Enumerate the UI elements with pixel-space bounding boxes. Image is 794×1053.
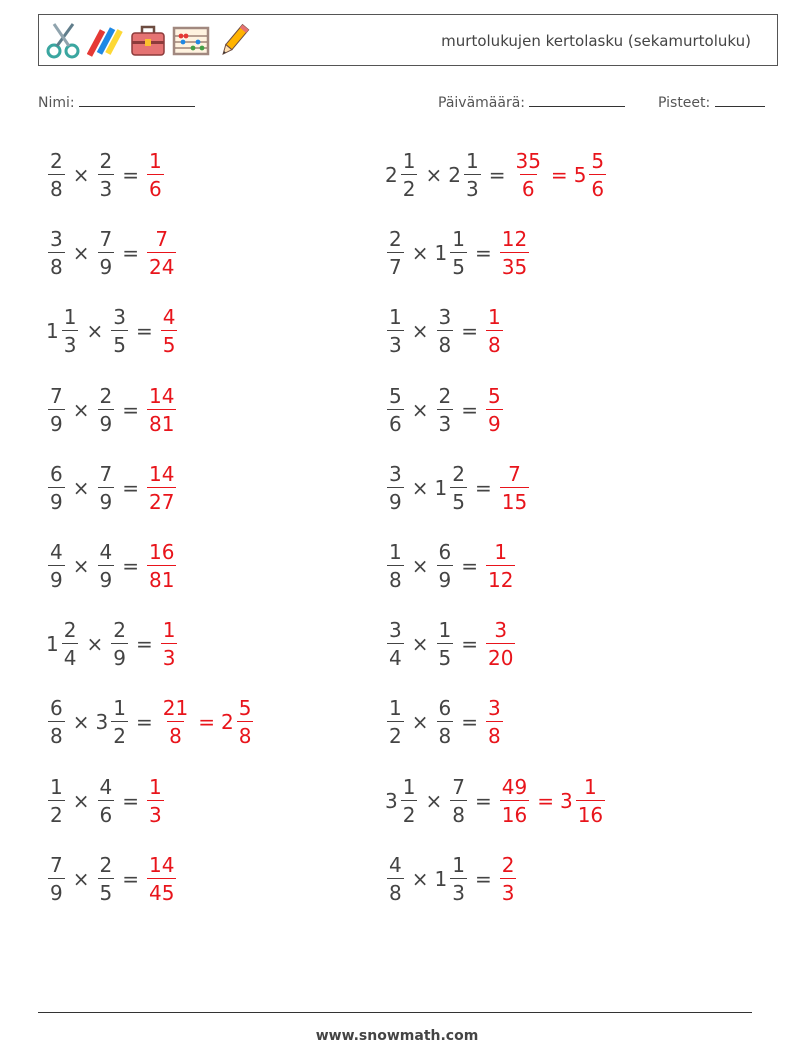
times-sign: × — [72, 241, 90, 266]
factor-a-numerator: 2 — [63, 618, 77, 643]
mixed-answer-whole: 3 — [559, 788, 573, 813]
times-sign: × — [411, 866, 429, 891]
answer — [145, 542, 178, 590]
factor-b-denominator: 9 — [98, 487, 115, 512]
factor-a-numerator: 6 — [50, 696, 63, 721]
equals-sign: = — [474, 788, 492, 813]
factor-b-denominator: 5 — [450, 252, 467, 277]
answer-fraction — [147, 852, 176, 905]
answer — [145, 852, 178, 905]
factor-a-numerator: 3 — [389, 618, 402, 643]
answer-denominator: 35 — [500, 252, 529, 277]
factor-a-denominator: 9 — [48, 878, 65, 903]
answer-numerator: 14 — [149, 383, 175, 408]
factor-b-numerator: 2 — [99, 383, 113, 408]
answer-denominator: 3 — [161, 643, 178, 668]
factor-a-fraction — [387, 227, 404, 280]
factor-a-fraction — [387, 542, 404, 590]
factor-b-fraction — [450, 461, 467, 514]
factor-b-numerator: 1 — [113, 696, 126, 721]
footer-divider — [38, 1012, 752, 1013]
factor-b-numerator: 6 — [438, 540, 452, 564]
factor-b-numerator: 1 — [452, 227, 465, 252]
problem-item — [385, 375, 505, 445]
answer-fraction — [500, 461, 529, 514]
factor-a-numerator: 2 — [50, 149, 63, 173]
answer-fraction — [161, 618, 178, 671]
factor-b-whole: 1 — [434, 866, 448, 891]
mixed-answer-denominator: 6 — [589, 174, 606, 199]
factor-b-fraction — [437, 305, 454, 358]
times-sign: × — [72, 554, 90, 578]
mixed-answer-fraction — [237, 696, 254, 749]
answer-numerator: 2 — [501, 852, 515, 877]
times-sign: × — [425, 163, 443, 187]
equals-sign: = — [198, 710, 215, 735]
factor-b-fraction — [437, 618, 454, 671]
factor-b-denominator: 5 — [437, 643, 454, 668]
factor-a-denominator: 4 — [387, 643, 404, 668]
factor-a-fraction — [401, 151, 418, 199]
factor-a-numerator: 1 — [389, 305, 402, 330]
answer-denominator: 5 — [161, 330, 178, 355]
factor-a-whole: 3 — [385, 788, 398, 813]
name-label: Nimi: — [38, 95, 75, 111]
factor-a-fraction — [48, 227, 65, 280]
times-sign: × — [86, 319, 104, 344]
answer-denominator: 8 — [486, 721, 503, 746]
factor-a-fraction — [62, 305, 79, 358]
worksheet-title: murtolukujen kertolasku (sekamurtoluku) — [441, 32, 751, 50]
answer-denominator: 45 — [147, 878, 176, 903]
factor-b-numerator: 1 — [465, 149, 479, 173]
answer-denominator: 3 — [147, 800, 164, 825]
answer-fraction — [500, 227, 529, 280]
factor-b-numerator: 7 — [99, 227, 113, 252]
problem-item — [385, 609, 517, 679]
factor-b-whole: 1 — [434, 241, 448, 266]
answer-numerator: 16 — [149, 540, 175, 564]
factor-a-denominator: 9 — [48, 487, 65, 512]
factor-b-fraction — [111, 618, 128, 671]
answer — [145, 151, 166, 199]
factor-a-fraction — [48, 461, 65, 514]
factor-b-denominator: 3 — [450, 878, 467, 903]
problem-item — [385, 296, 505, 366]
factor-b-fraction — [450, 774, 467, 827]
equals-sign: = — [488, 163, 506, 187]
answer — [159, 305, 180, 358]
problem-item — [385, 453, 531, 523]
times-sign: × — [86, 632, 104, 657]
factor-a-denominator: 8 — [387, 878, 404, 903]
factor-b-denominator: 8 — [450, 800, 467, 825]
factor-b-fraction — [98, 461, 115, 514]
factor-a-denominator: 9 — [48, 565, 65, 590]
factor-b-numerator: 7 — [452, 774, 465, 799]
factor-a-fraction — [401, 774, 418, 827]
mixed-answer-whole: 5 — [573, 163, 587, 187]
answer-fraction — [486, 383, 503, 436]
times-sign: × — [411, 475, 429, 500]
answer-numerator: 49 — [501, 774, 528, 799]
factor-b-fraction — [464, 151, 481, 199]
factor-b-fraction — [437, 696, 454, 749]
factor-a-whole: 1 — [46, 632, 59, 657]
problem-item — [385, 531, 517, 601]
factor-a-fraction — [48, 151, 65, 199]
answer-fraction — [513, 151, 542, 199]
problem-item — [46, 531, 178, 601]
problem-item — [46, 609, 179, 679]
answer — [159, 696, 256, 749]
factor-a-numerator: 1 — [402, 774, 416, 799]
factor-b-denominator: 5 — [98, 878, 115, 903]
factor-a-numerator: 1 — [50, 774, 63, 799]
factor-b-denominator: 9 — [111, 643, 128, 668]
factor-b-numerator: 7 — [99, 461, 113, 486]
factor-b-fraction — [98, 542, 115, 590]
problem-item — [46, 844, 178, 914]
factor-a-denominator: 9 — [387, 487, 404, 512]
answer-numerator: 1 — [149, 774, 162, 799]
answer-denominator: 12 — [486, 565, 515, 590]
factor-b-fraction — [450, 227, 467, 280]
answer-numerator: 7 — [155, 227, 169, 252]
factor-a-fraction — [48, 852, 65, 905]
mixed-answer-numerator: 5 — [591, 149, 605, 173]
factor-a-denominator: 2 — [401, 174, 418, 199]
equals-sign: = — [135, 632, 153, 657]
equals-sign: = — [122, 866, 139, 891]
factor-b-denominator: 5 — [111, 330, 128, 355]
equals-sign: = — [135, 710, 153, 735]
factor-b-denominator: 2 — [111, 721, 128, 746]
answer-fraction — [147, 383, 176, 436]
factor-b-denominator: 8 — [437, 330, 454, 355]
problem-item — [385, 140, 608, 210]
factor-b-numerator: 2 — [99, 852, 113, 877]
equals-sign: = — [122, 241, 139, 266]
equals-sign: = — [122, 163, 139, 187]
answer — [484, 696, 505, 749]
equals-sign: = — [461, 632, 478, 657]
answer-fraction — [500, 774, 529, 827]
factor-a-numerator: 1 — [389, 696, 402, 721]
answer-fraction — [147, 542, 176, 590]
factor-a-numerator: 7 — [50, 383, 63, 408]
factor-a-numerator: 3 — [389, 461, 402, 486]
equals-sign: = — [474, 241, 492, 266]
times-sign: × — [425, 788, 443, 813]
factor-b-denominator: 5 — [450, 487, 467, 512]
times-sign: × — [72, 788, 90, 813]
answer-fraction — [486, 542, 515, 590]
factor-b-fraction — [111, 305, 128, 358]
factor-a-fraction — [387, 383, 404, 436]
answer — [498, 227, 531, 280]
factor-b-numerator: 1 — [452, 852, 465, 877]
answer — [484, 618, 517, 671]
factor-b-fraction — [98, 383, 115, 436]
answer-fraction — [486, 618, 515, 671]
times-sign: × — [72, 163, 90, 187]
factor-a-denominator: 2 — [401, 800, 418, 825]
answer-denominator: 81 — [147, 409, 176, 434]
equals-sign: = — [461, 319, 478, 344]
answer — [498, 774, 607, 827]
factor-a-numerator: 1 — [63, 305, 77, 330]
factor-a-denominator: 2 — [387, 721, 404, 746]
answer — [511, 151, 608, 199]
factor-b-fraction — [98, 151, 115, 199]
factor-b-whole: 2 — [448, 163, 461, 187]
factor-b-whole: 3 — [95, 710, 109, 735]
problem-item — [46, 687, 255, 757]
factor-b-numerator: 3 — [113, 305, 126, 330]
factor-b-fraction — [111, 696, 128, 749]
factor-b-denominator: 3 — [464, 174, 481, 199]
times-sign: × — [72, 397, 90, 422]
problem-item — [385, 687, 505, 757]
times-sign: × — [411, 710, 429, 735]
factor-b-numerator: 4 — [99, 774, 113, 799]
equals-sign: = — [461, 554, 478, 578]
factor-a-numerator: 2 — [389, 227, 402, 252]
factor-b-fraction — [437, 383, 454, 436]
answer-numerator: 1 — [494, 540, 508, 564]
problem-item — [46, 140, 166, 210]
factor-b-fraction — [450, 852, 467, 905]
factor-b-denominator: 9 — [98, 252, 115, 277]
answer-denominator: 20 — [486, 643, 515, 668]
answer-numerator: 35 — [515, 149, 541, 173]
factor-b-denominator: 9 — [98, 565, 115, 590]
times-sign: × — [411, 397, 429, 422]
date-label: Päivämäärä: — [438, 95, 525, 111]
answer-numerator: 21 — [162, 696, 189, 721]
equals-sign: = — [122, 475, 139, 500]
factor-b-numerator: 1 — [438, 618, 452, 643]
factor-a-fraction — [48, 542, 65, 590]
equals-sign: = — [122, 554, 139, 578]
factor-a-numerator: 4 — [389, 852, 402, 877]
equals-sign: = — [135, 319, 153, 344]
factor-a-denominator: 3 — [387, 330, 404, 355]
times-sign: × — [72, 866, 90, 891]
factor-a-whole: 1 — [46, 319, 59, 344]
factor-a-fraction — [387, 305, 404, 358]
factor-a-numerator: 7 — [50, 852, 63, 877]
answer — [498, 852, 519, 905]
answer-numerator: 5 — [488, 383, 501, 408]
answer-denominator: 16 — [500, 800, 529, 825]
answer-denominator: 6 — [520, 174, 537, 199]
answer-denominator: 3 — [500, 878, 517, 903]
answer-fraction — [486, 305, 503, 358]
problem-item — [46, 766, 166, 836]
answer-fraction — [147, 151, 164, 199]
factor-b-fraction — [98, 227, 115, 280]
equals-sign: = — [474, 475, 492, 500]
factor-b-denominator: 3 — [98, 174, 115, 199]
factor-a-denominator: 8 — [387, 565, 404, 590]
factor-a-denominator: 8 — [48, 721, 65, 746]
factor-a-fraction — [387, 461, 404, 514]
mixed-answer-fraction — [576, 774, 605, 827]
factor-b-numerator: 3 — [438, 305, 452, 330]
factor-a-denominator: 4 — [62, 643, 79, 668]
mixed-answer-numerator: 1 — [584, 774, 597, 799]
factor-b-numerator: 2 — [113, 618, 126, 643]
factor-a-numerator: 1 — [402, 149, 416, 173]
answer-denominator: 9 — [486, 409, 503, 434]
factor-a-denominator: 8 — [48, 174, 65, 199]
factor-b-denominator: 3 — [437, 409, 454, 434]
answer-numerator: 4 — [162, 305, 176, 330]
factor-b-denominator: 9 — [437, 565, 454, 590]
answer — [145, 461, 178, 514]
equals-sign: = — [122, 788, 139, 813]
problem-item — [46, 218, 178, 288]
problem-item — [385, 766, 607, 836]
factor-a-fraction — [387, 696, 404, 749]
answer — [498, 461, 531, 514]
answer-denominator: 24 — [147, 252, 176, 277]
factor-a-numerator: 5 — [389, 383, 402, 408]
equals-sign: = — [537, 788, 554, 813]
mixed-answer-denominator: 16 — [576, 800, 605, 825]
factor-b-fraction — [437, 542, 454, 590]
times-sign: × — [72, 710, 90, 735]
factor-b-denominator: 6 — [98, 800, 115, 825]
equals-sign: = — [550, 163, 568, 187]
factor-b-numerator: 2 — [99, 149, 113, 173]
answer-fraction — [147, 774, 164, 827]
mixed-answer-numerator: 5 — [238, 696, 252, 721]
answer-fraction — [500, 852, 517, 905]
equals-sign: = — [461, 710, 478, 735]
answer-numerator: 1 — [488, 305, 501, 330]
factor-a-numerator: 3 — [50, 227, 63, 252]
factor-b-denominator: 9 — [98, 409, 115, 434]
answer-numerator: 3 — [494, 618, 508, 643]
answer — [145, 774, 166, 827]
answer-fraction — [161, 696, 190, 749]
factor-a-fraction — [48, 383, 65, 436]
problem-item — [46, 296, 179, 366]
factor-a-fraction — [62, 618, 79, 671]
answer-numerator: 14 — [149, 852, 175, 877]
mixed-answer-whole: 2 — [220, 710, 234, 735]
equals-sign: = — [461, 397, 478, 422]
factor-a-denominator: 7 — [387, 252, 404, 277]
factor-a-denominator: 2 — [48, 800, 65, 825]
answer — [145, 227, 178, 280]
answer-denominator: 8 — [486, 330, 503, 355]
factor-a-numerator: 4 — [50, 540, 63, 564]
answer-fraction — [147, 461, 176, 514]
answer-numerator: 1 — [149, 149, 162, 173]
answer-numerator: 7 — [508, 461, 521, 486]
problem-item — [385, 844, 518, 914]
answer — [159, 618, 180, 671]
factor-a-fraction — [387, 618, 404, 671]
answer-fraction — [486, 696, 503, 749]
answer-fraction — [161, 305, 178, 358]
answer-numerator: 3 — [488, 696, 501, 721]
answer-denominator: 81 — [147, 565, 176, 590]
factor-a-fraction — [387, 852, 404, 905]
answer-denominator: 6 — [147, 174, 164, 199]
answer — [484, 383, 505, 436]
mixed-answer-fraction — [589, 151, 606, 199]
factor-b-numerator: 2 — [452, 461, 465, 486]
factor-a-fraction — [48, 774, 65, 827]
answer-denominator: 8 — [167, 721, 184, 746]
factor-b-fraction — [98, 774, 115, 827]
problem-item — [385, 218, 531, 288]
factor-a-denominator: 3 — [62, 330, 79, 355]
factor-b-numerator: 4 — [99, 540, 113, 564]
score-label: Pisteet: — [658, 95, 711, 111]
answer-fraction — [147, 227, 176, 280]
problem-item — [46, 453, 178, 523]
factor-b-denominator: 8 — [437, 721, 454, 746]
equals-sign: = — [474, 866, 492, 891]
times-sign: × — [411, 241, 429, 266]
problem-item — [46, 375, 178, 445]
factor-a-denominator: 9 — [48, 409, 65, 434]
factor-b-numerator: 2 — [438, 383, 452, 408]
factor-a-numerator: 6 — [50, 461, 63, 486]
factor-a-numerator: 1 — [389, 540, 402, 564]
answer-numerator: 14 — [149, 461, 175, 486]
answer — [484, 305, 505, 358]
times-sign: × — [411, 632, 429, 657]
times-sign: × — [411, 554, 429, 578]
answer — [484, 542, 517, 590]
factor-a-fraction — [48, 696, 65, 749]
factor-a-denominator: 8 — [48, 252, 65, 277]
equals-sign: = — [122, 397, 139, 422]
answer-numerator: 12 — [501, 227, 528, 252]
factor-a-whole: 2 — [385, 163, 398, 187]
times-sign: × — [72, 475, 90, 500]
footer-url: www.snowmath.com — [315, 1028, 479, 1044]
answer — [145, 383, 178, 436]
answer-numerator: 1 — [162, 618, 176, 643]
answer-denominator: 15 — [500, 487, 529, 512]
answer-denominator: 27 — [147, 487, 176, 512]
times-sign: × — [411, 319, 429, 344]
factor-b-fraction — [98, 852, 115, 905]
factor-b-numerator: 6 — [438, 696, 452, 721]
mixed-answer-denominator: 8 — [237, 721, 254, 746]
factor-a-denominator: 6 — [387, 409, 404, 434]
factor-b-whole: 1 — [434, 475, 448, 500]
